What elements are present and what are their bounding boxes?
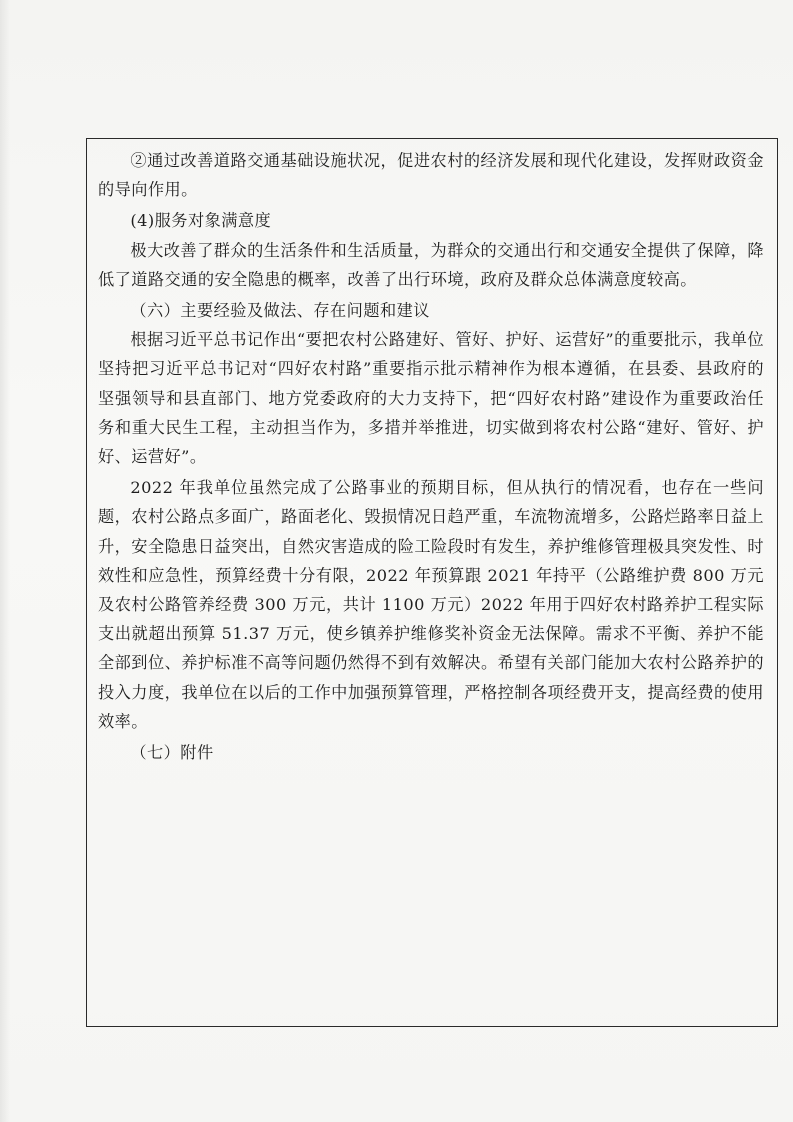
paragraph-satisfaction: 极大改善了群众的生活条件和生活质量，为群众的交通出行和交通安全提供了保障，降低了道路交通的安全隐患的概率，改善了出行环境，政府及群众总体满意度较高。 xyxy=(98,240,764,289)
heading-experience: （六）主要经验及做法、存在问题和建议 xyxy=(130,301,430,321)
heading-satisfaction: (4)服务对象满意度 xyxy=(130,211,272,231)
paragraph-experience: 根据习近平总书记作出“要把农村公路建好、管好、护好、运营好”的重要批示，我单位坚持把习近平总书记对“四好农村路”重要指示批示精神作为根本遵循，在县委、县政府的坚强领导和县直部门、地方党委政府的大力支持下，把“四好农村路”建设作为重要政治任务和重大民生工程，主动担当作为，多措并举推进，切实做到将农村公路“建好、管好、护好、运营好”。 xyxy=(98,330,764,467)
document-body xyxy=(98,146,764,767)
heading-attachment: （七）附件 xyxy=(130,743,214,763)
scan-edge-shadow xyxy=(0,0,10,1122)
paragraph-problems: 2022 年我单位虽然完成了公路事业的预期目标，但从执行的情况看，也存在一些问题，农村公路点多面广，路面老化、毁损情况日趋严重，车流物流增多，公路烂路率日益上升，安全隐患日益突出，自然灾害造成的险工险段时有发生，养护维修管理极具突发性、时效性和应急性，预算经费十分有限，2022 年预算跟 2021 年持平（公路维护费 800 万元及农村公路管养经费 300 万元，共计 1100 万元）2022 年用于四好农村路养护工程实际支出就超出预算 51.37 万元，使乡镇养护维修奖补资金无法保障。需求不平衡、养护不能全部到位、养护标准不高等问题仍然得不到有效解决。希望有关部门能加大农村公路养护的投入力度，我单位在以后的工作中加强预算管理，严格控制各项经费开支，提高经费的使用效率。 xyxy=(98,478,764,731)
paragraph-finance-guidance: ②通过改善道路交通基础设施状况，促进农村的经济发展和现代化建设，发挥财政资金的导向作用。 xyxy=(98,151,764,200)
